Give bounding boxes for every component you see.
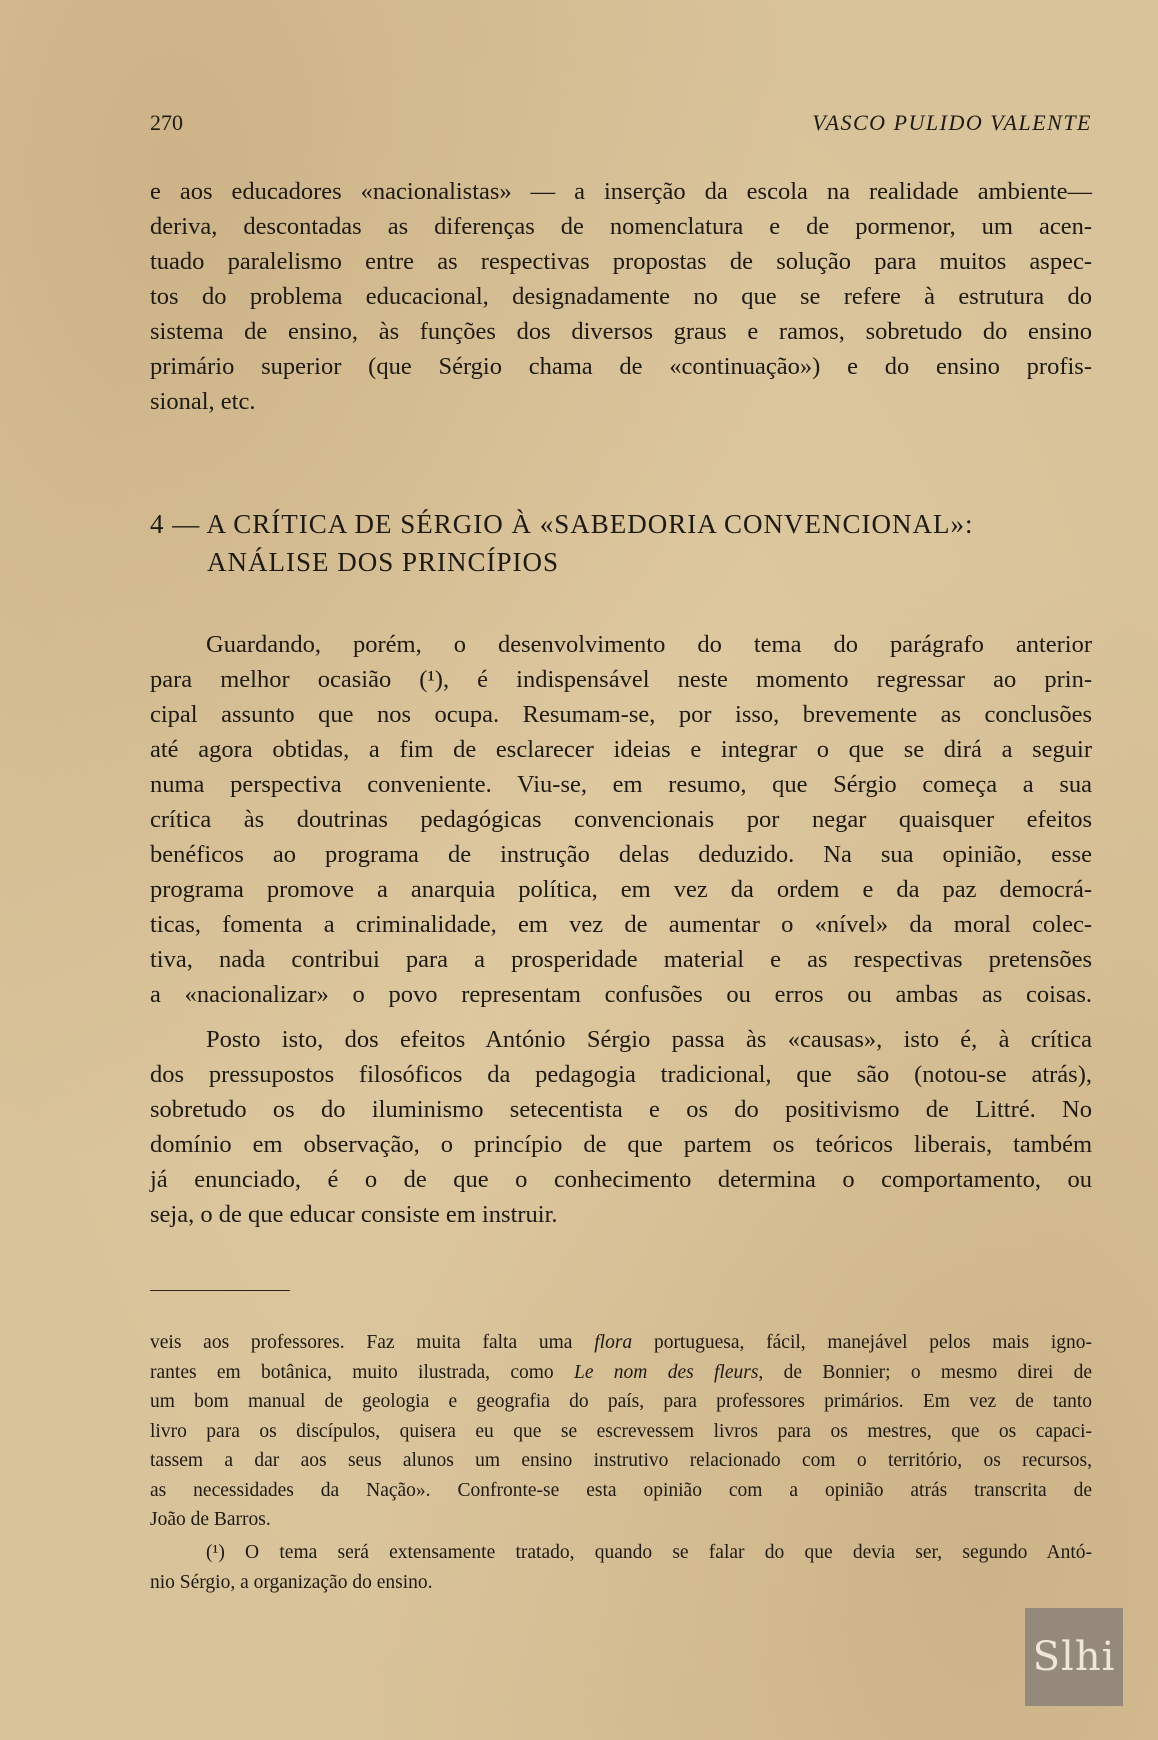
paragraph-3 bbox=[150, 1022, 1092, 1232]
text-line: primário superior (que Sérgio chama de «continuação») e do ensino profis- bbox=[150, 353, 1092, 380]
text-line: já enunciado, é o de que o conhecimento determina o comportamento, ou bbox=[150, 1166, 1092, 1193]
text-line: tiva, nada contribui para a prosperidade material e as respectivas pretensões bbox=[150, 946, 1092, 973]
footnote-line: veis aos professores. Faz muita falta uma flora portuguesa, fácil, manejável pelos mais igno- bbox=[150, 1332, 1092, 1353]
text-line: Guardando, porém, o desenvolvimento do tema do parágrafo anterior bbox=[206, 631, 1092, 658]
text-line: a «nacionalizar» o povo representam confusões ou erros ou ambas as coisas. bbox=[150, 981, 1092, 1008]
text-line: deriva, descontadas as diferenças de nomenclatura e de pormenor, um acen- bbox=[150, 213, 1092, 240]
text-line: cipal assunto que nos ocupa. Resumam-se, por isso, brevemente as conclusões bbox=[150, 701, 1092, 728]
text-line: tuado paralelismo entre as respectivas propostas de solução para muitos aspec- bbox=[150, 248, 1092, 275]
footnote-continuation bbox=[150, 1328, 1092, 1535]
text-line: crítica às doutrinas pedagógicas convencionais por negar quaisquer efeitos bbox=[150, 806, 1092, 833]
footnote-line: tassem a dar aos seus alunos um ensino instrutivo relacionado com o território, os recursos, bbox=[150, 1450, 1092, 1471]
footnote-line: as necessidades da Nação». Confronte-se esta opinião com a opinião atrás transcrita de bbox=[150, 1479, 1092, 1501]
paragraph-1 bbox=[150, 174, 1092, 419]
heading-line: 4 — A CRÍTICA DE SÉRGIO À «SABEDORIA CONVENCIONAL»: bbox=[150, 509, 974, 539]
footnote-line: um bom manual de geologia e geografia do país, para professores primários. Em vez de tanto bbox=[150, 1391, 1092, 1412]
footnote-line: livro para os discípulos, quisera eu que se escrevessem livros para os mestres, que os capaci- bbox=[150, 1420, 1092, 1442]
text-line: sional, etc. bbox=[150, 388, 256, 415]
text-line: para melhor ocasião (¹), é indispensável neste momento regressar ao prin- bbox=[150, 666, 1092, 693]
text-line: até agora obtidas, a fim de esclarecer ideias e integrar o que se dirá a seguir bbox=[150, 736, 1092, 763]
footnote-rule bbox=[150, 1290, 290, 1291]
text-line: ticas, fomenta a criminalidade, em vez de aumentar o «nível» da moral colec- bbox=[150, 911, 1092, 938]
page-number: 270 bbox=[150, 110, 183, 135]
heading-line: ANÁLISE DOS PRINCÍPIOS bbox=[207, 547, 560, 577]
footnote-line: (¹) O tema será extensamente tratado, quando se falar do que devia ser, segundo Antó- bbox=[206, 1542, 1092, 1563]
text-line: sistema de ensino, às funções dos diversos graus e ramos, sobretudo do ensino bbox=[150, 318, 1092, 345]
text-line: benéficos ao programa de instrução delas deduzido. Na sua opinião, esse bbox=[150, 841, 1092, 868]
running-title: VASCO PULIDO VALENTE bbox=[812, 110, 1092, 135]
text-line: tos do problema educacional, designadamente no que se refere à estrutura do bbox=[150, 283, 1092, 310]
running-head bbox=[150, 110, 1092, 140]
footnote-line: nio Sérgio, a organização do ensino. bbox=[150, 1571, 433, 1593]
footnote-line: João de Barros. bbox=[150, 1509, 271, 1530]
text-line: domínio em observação, o princípio de que partem os teóricos liberais, também bbox=[150, 1131, 1092, 1158]
footnote-line: rantes em botânica, muito ilustrada, como Le nom des fleurs, de Bonnier; o mesmo direi de bbox=[150, 1361, 1092, 1383]
text-line: numa perspectiva conveniente. Viu-se, em resumo, que Sérgio começa a sua bbox=[150, 771, 1092, 798]
text-line: sobretudo os do iluminismo setecentista e os do positivismo de Littré. No bbox=[150, 1096, 1092, 1123]
footnote-1 bbox=[150, 1538, 1092, 1597]
text-line: programa promove a anarquia política, em vez da ordem e da paz democrá- bbox=[150, 876, 1092, 903]
paragraph-2 bbox=[150, 627, 1092, 1012]
text-line: Posto isto, dos efeitos António Sérgio passa às «causas», isto é, à crítica bbox=[206, 1026, 1092, 1053]
section-heading bbox=[150, 505, 1092, 581]
text-line: e aos educadores «nacionalistas» — a inserção da escola na realidade ambiente— bbox=[150, 178, 1092, 205]
watermark-logo: Slhi bbox=[1025, 1608, 1123, 1706]
text-line: dos pressupostos filosóficos da pedagogia tradicional, que são (notou-se atrás), bbox=[150, 1061, 1092, 1088]
text-line: seja, o de que educar consiste em instruir. bbox=[150, 1201, 558, 1228]
